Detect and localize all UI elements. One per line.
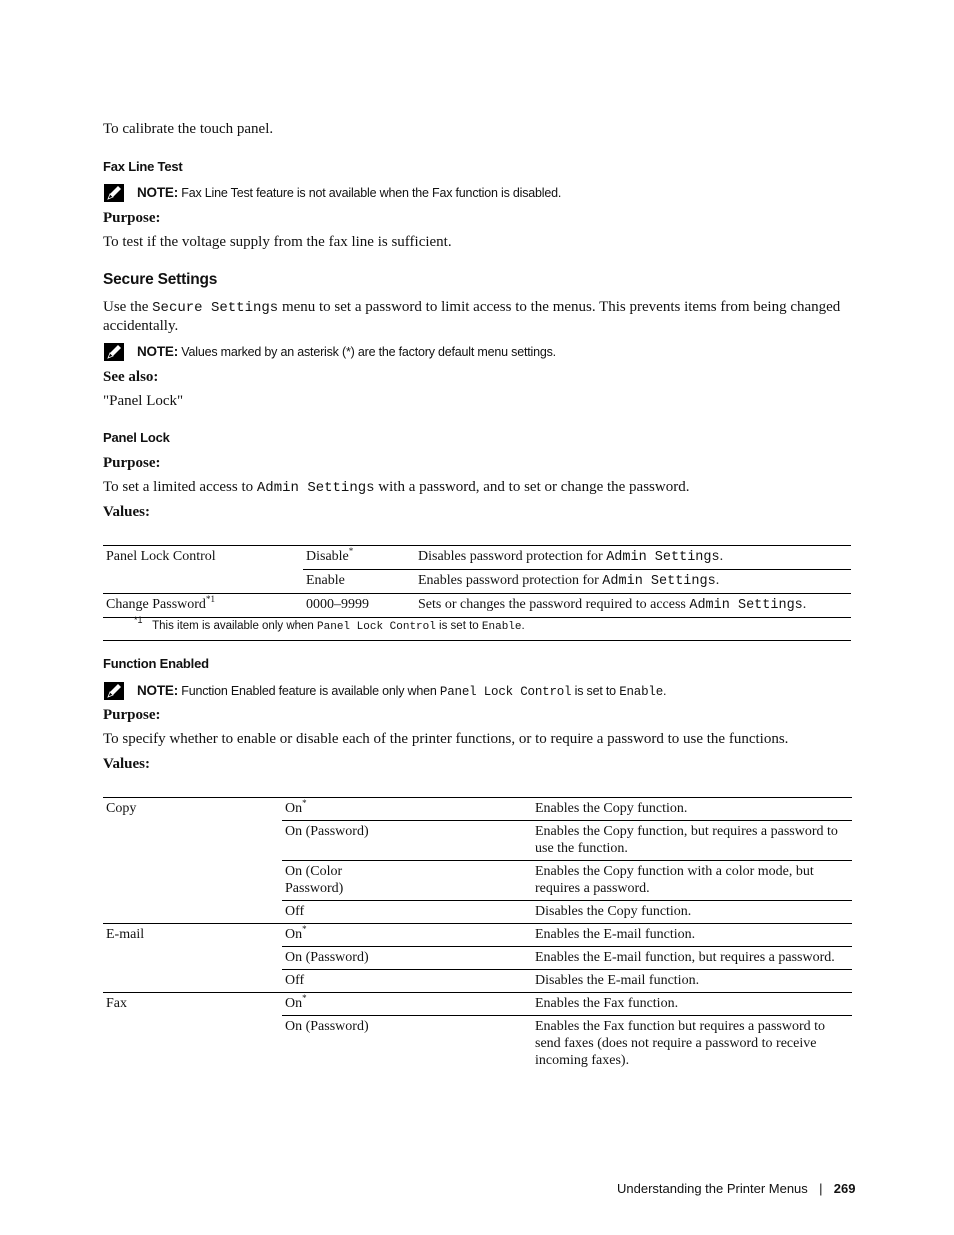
see-also-link[interactable]: "Panel Lock" <box>103 393 184 409</box>
footer-separator: | <box>819 1181 823 1196</box>
note-pre: Function Enabled feature is available only when <box>181 684 440 698</box>
item-label: Copy <box>106 801 137 816</box>
value-cell <box>282 821 532 861</box>
value-label: 0000–9999 <box>306 597 369 612</box>
item-cell <box>103 947 282 970</box>
footer-title: Understanding the Printer Menus <box>617 1181 808 1196</box>
see-also-label: See also: <box>103 369 159 385</box>
default-mark: * <box>348 546 354 556</box>
panel-lock-heading: Panel Lock <box>103 430 170 445</box>
desc-cell <box>532 901 852 924</box>
fax-line-test-note <box>137 185 561 200</box>
values-label: Values: <box>103 504 150 520</box>
value-label: On <box>285 927 303 942</box>
table-row <box>103 901 852 924</box>
table-row <box>103 970 852 993</box>
value-cell <box>282 901 532 924</box>
value-label: Enable <box>306 573 345 588</box>
item-label: Fax <box>106 996 127 1011</box>
desc-text: Enables the E-mail function, but requires a password. <box>535 950 835 965</box>
item-cell <box>103 594 303 618</box>
function-enabled-note <box>137 683 666 699</box>
purpose-code: Admin Settings <box>256 480 375 496</box>
value-label: On (Password) <box>285 824 369 839</box>
note-code: Enable <box>619 685 663 699</box>
value-cell <box>303 570 415 594</box>
item-cell <box>103 798 282 821</box>
default-mark: * <box>302 798 307 808</box>
table-row <box>103 924 852 947</box>
fax-line-test-heading: Fax Line Test <box>103 159 183 174</box>
desc-cell <box>532 798 852 821</box>
value-cell <box>282 924 532 947</box>
value-cell <box>282 947 532 970</box>
value-label: On (Password) <box>285 950 369 965</box>
desc-cell <box>415 570 851 594</box>
footnote-post: . <box>521 620 525 632</box>
table-row <box>103 570 851 594</box>
function-enabled-table <box>103 797 852 1072</box>
item-cell <box>103 970 282 993</box>
value-cell <box>303 594 415 618</box>
table-row <box>103 798 852 821</box>
note-label: NOTE: <box>137 344 178 359</box>
panel-lock-footnote <box>134 615 525 633</box>
desc-post: . <box>719 549 724 564</box>
intro-text: To calibrate the touch panel. <box>103 121 274 137</box>
desc-pre: Use the <box>103 299 153 315</box>
purpose-text: To specify whether to enable or disable each of the printer functions, or to require a password to use the functions. <box>103 731 789 747</box>
footnote-mark: *1 <box>205 594 215 604</box>
table-row <box>103 861 852 901</box>
note-icon <box>104 343 124 366</box>
value-label: On (Color <box>285 864 343 879</box>
desc-pre: Sets or changes the password required to access <box>418 597 690 612</box>
note-code: Panel Lock Control <box>439 685 572 699</box>
value-cell <box>303 546 415 570</box>
item-cell <box>103 861 282 901</box>
note-post: . <box>663 684 667 698</box>
desc-post: . <box>715 573 720 588</box>
footnote-code: Enable <box>481 621 522 633</box>
value-label: Off <box>285 904 305 919</box>
desc-cell <box>532 861 852 901</box>
value-label: On <box>285 996 303 1011</box>
table-row <box>103 821 852 861</box>
value-label: Password) <box>285 881 344 896</box>
value-cell <box>282 970 532 993</box>
table-row <box>103 546 851 570</box>
desc-post: . <box>802 597 807 612</box>
desc-cell <box>532 947 852 970</box>
item-label: Change Password <box>106 597 206 612</box>
item-label: E-mail <box>106 927 145 942</box>
item-cell <box>103 993 282 1016</box>
function-enabled-heading: Function Enabled <box>103 656 209 671</box>
item-cell <box>103 901 282 924</box>
item-cell <box>103 570 303 594</box>
desc-cell <box>532 924 852 947</box>
item-cell <box>103 546 303 570</box>
note-label: NOTE: <box>137 185 178 200</box>
note-icon <box>104 184 124 207</box>
desc-text: Enables the Fax function. <box>535 996 679 1011</box>
panel-lock-table <box>103 545 851 618</box>
footnote-rule <box>103 640 851 641</box>
values-label: Values: <box>103 756 150 772</box>
desc-pre: Disables password protection for <box>418 549 607 564</box>
desc-code: Admin Settings <box>689 598 803 613</box>
desc-code: Admin Settings <box>602 574 716 589</box>
desc-code: Admin Settings <box>606 550 720 565</box>
desc-text: Disables the Copy function. <box>535 904 692 919</box>
secure-settings-description <box>103 298 855 335</box>
note-icon <box>104 682 124 705</box>
desc-text: Enables the Copy function, but requires a password to use the function. <box>535 824 838 856</box>
item-label: Panel Lock Control <box>106 549 216 564</box>
page-number: 269 <box>833 1181 856 1196</box>
desc-code: Secure Settings <box>152 300 279 316</box>
secure-settings-note <box>137 344 556 359</box>
desc-text: Enables the Copy function with a color mode, but requires a password. <box>535 864 814 896</box>
value-label: Disable <box>306 549 349 564</box>
default-mark: * <box>302 924 307 934</box>
desc-cell <box>532 1016 852 1073</box>
desc-text: Enables the Fax function but requires a password to send faxes (does not require a password to receive incoming faxes). <box>535 1019 826 1068</box>
table-row <box>103 947 852 970</box>
page-footer <box>617 1181 855 1196</box>
table-row <box>103 1016 852 1073</box>
footnote-pre: This item is available only when <box>152 620 318 632</box>
default-mark: * <box>302 993 307 1003</box>
footnote-mark: *1 <box>134 615 143 625</box>
purpose-post: with a password, and to set or change the password. <box>374 479 690 495</box>
item-cell <box>103 1016 282 1073</box>
panel-lock-purpose <box>103 479 689 496</box>
desc-pre: Enables password protection for <box>418 573 603 588</box>
desc-cell <box>532 993 852 1016</box>
value-cell <box>282 1016 532 1073</box>
desc-cell <box>532 970 852 993</box>
value-label: On <box>285 801 303 816</box>
note-label: NOTE: <box>137 683 178 698</box>
desc-cell <box>415 594 851 618</box>
purpose-label: Purpose: <box>103 210 161 226</box>
value-label: On (Password) <box>285 1019 369 1034</box>
purpose-label: Purpose: <box>103 707 161 723</box>
desc-cell <box>415 546 851 570</box>
note-text: Values marked by an asterisk (*) are the factory default menu settings. <box>181 345 556 359</box>
table-row <box>103 594 851 618</box>
table-row <box>103 993 852 1016</box>
purpose-label: Purpose: <box>103 455 161 471</box>
desc-cell <box>532 821 852 861</box>
value-label: Off <box>285 973 305 988</box>
desc-text: Disables the E-mail function. <box>535 973 700 988</box>
item-cell <box>103 821 282 861</box>
value-cell <box>282 993 532 1016</box>
purpose-text: To test if the voltage supply from the fax line is sufficient. <box>103 234 452 250</box>
desc-text: Enables the E-mail function. <box>535 927 696 942</box>
note-mid: is set to <box>571 684 620 698</box>
desc-text: Enables the Copy function. <box>535 801 688 816</box>
footnote-code: Panel Lock Control <box>317 621 436 633</box>
desc-post: menu to set a password to limit access to the menus. This prevents items from being changed accidentally. <box>103 299 841 334</box>
purpose-pre: To set a limited access to <box>103 479 257 495</box>
item-cell <box>103 924 282 947</box>
secure-settings-heading: Secure Settings <box>103 271 218 288</box>
value-cell <box>282 798 532 821</box>
footnote-mid: is set to <box>435 620 482 632</box>
value-cell <box>282 861 532 901</box>
note-text: Fax Line Test feature is not available when the Fax function is disabled. <box>181 186 562 200</box>
